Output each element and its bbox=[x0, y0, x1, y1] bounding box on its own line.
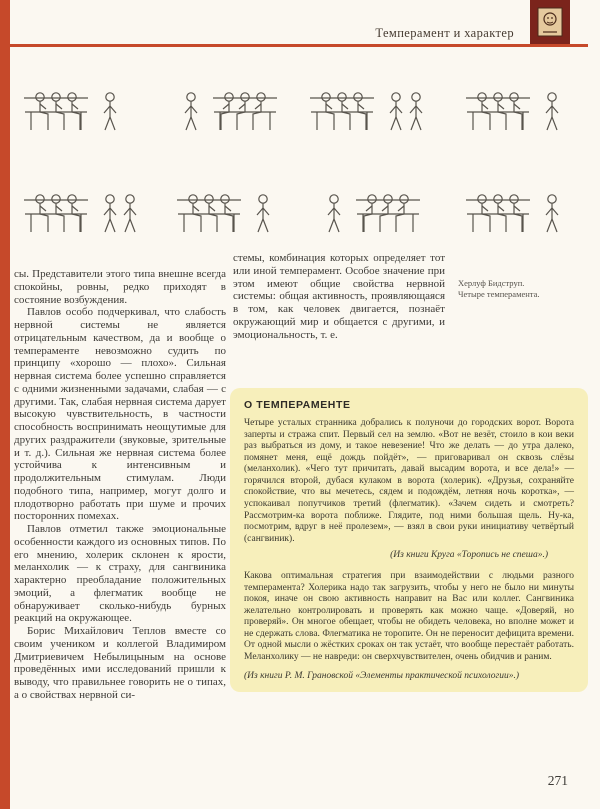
comic-panel bbox=[328, 195, 420, 232]
comic-panel bbox=[466, 93, 558, 130]
caption-line: Херлуф Бидструп. bbox=[458, 278, 525, 288]
chapter-icon-face bbox=[537, 6, 563, 38]
top-rule bbox=[10, 44, 588, 47]
comic-panel bbox=[24, 93, 116, 130]
comic-panel bbox=[177, 195, 269, 232]
comic-panel bbox=[466, 195, 558, 232]
page-number: 271 bbox=[547, 773, 568, 788]
box-strategy: Какова оптимальная стратегия при взаимодействии с людьми разного темперамента? Холерика надо так загрузить, чтобы у него не было ни минуты покоя, иначе он свою активность направит на Вас или коллег. Сангвиника желательно контролировать и проверять как можно чаще. «Доверяй, но проверяй». Он многое обещает, чтобы не обидеть человека, но вполне может и не сдержать слова. Флегматика не торопите. Он не переносит дефицита времени. От одной мысли о жёстких сроках он так устаёт, что вообще перестаёт работать. Меланхолику — не навреди: он сверхчувствителен, очень обидчив и раним. bbox=[244, 570, 574, 662]
box-title: О ТЕМПЕРАМЕНТЕ bbox=[244, 399, 351, 411]
comic-panel bbox=[310, 93, 422, 130]
comic-illustration bbox=[14, 54, 586, 266]
comic-sketch bbox=[14, 54, 586, 266]
paragraph: сы. Представители этого типа внешне всегда спокойны, ровны, редко приходят в состояние возбуждения. bbox=[14, 268, 226, 306]
accent-stripe bbox=[0, 0, 10, 809]
paragraph: стемы, комбинация которых определяет тот или иной темперамент. Особое значение при этом имеют общие свойства нервной системы: общая активность, проявляющаяся в том, как человек двигается, познаёт окружающий мир и общается с другими, и эмоциональность, т. е. bbox=[233, 252, 445, 341]
box-story: Четыре усталых странника добрались к полуночи до городских ворот. Ворота заперты и стража спит. Первый сел на землю. «Вот не везёт, стоило в кои веки раз выбраться из дому, и такое невезение! Что же делать — до утра далеко, помянет меня, ещё дождь пойдёт», — приговаривал он сквозь слёзы (меланхолик). «Чего тут причитать, давай высадим ворота, и все дела!» — горячился второй, дубася кулаком в ворота (холерик). «Друзья, сохраняйте спокойствие, что вы мечетесь, сядем и подождём, летняя ночь коротка», — успокаивал попутчиков третий (флегматик). «Зачем сидеть и смотреть? Рассмотрим-ка ворота поближе. Глядите, под ними большая щель. Ну-ка, посмотрим, вдруг в неё пролезем», — взял в свои руки инициативу четвёртый (сангвиник). bbox=[244, 418, 574, 544]
text-column-right bbox=[233, 252, 445, 341]
comic-panel bbox=[24, 195, 136, 232]
illustration-caption bbox=[458, 278, 588, 301]
chapter-icon bbox=[530, 0, 570, 46]
header-title: Темперамент и характер bbox=[375, 26, 514, 40]
temperament-box bbox=[230, 388, 588, 692]
paragraph: Павлов отметил также эмоциональные особенности каждого из основных типов. По его мнению, холерик склонен к ярости, меланхолик — к страху, для сангвиника характерно преобладание положительных эмоций, а флегматик вообще не обнаруживает сколько-нибудь бурных реакций на окружающее. bbox=[14, 523, 226, 625]
comic-panel bbox=[185, 93, 277, 130]
caption-line: Четыре темперамента. bbox=[458, 289, 540, 300]
text-column-left bbox=[14, 268, 226, 702]
box-source: (Из книги Р. М. Грановской «Элементы практической психологии».) bbox=[244, 670, 519, 681]
paragraph: Павлов особо подчеркивал, что слабость нервной системы не является отрицательным качеством, да и вообще о темпераменте невозможно судить по принципу «хорошо — плохо». Сильная нервная система более успешно справляется с одними жизненными задачами, слабая — с другими. Так, слабая нервная система дарует высокую чувствительность, в частности способность воспринимать неощутимые для других раздражители (звуковые, зрительные и т. д.). Сильная же нервная система более устойчива к интенсивным и продолжительным стимулам. Люди подобного типа, например, могут долго и плодотворно работать при шуме и прочих посторонних помехах. bbox=[14, 306, 226, 523]
paragraph: Борис Михайлович Теплов вместе со своим учеником и коллегой Владимиром Дмитриевичем Небылицыным на основе проведённых ими исследований пришли к выводу, что правильнее говорить не о типах, а о свойствах нервной си- bbox=[14, 625, 226, 701]
box-source: (Из книги Круга «Торопись не спеша».) bbox=[390, 550, 548, 561]
